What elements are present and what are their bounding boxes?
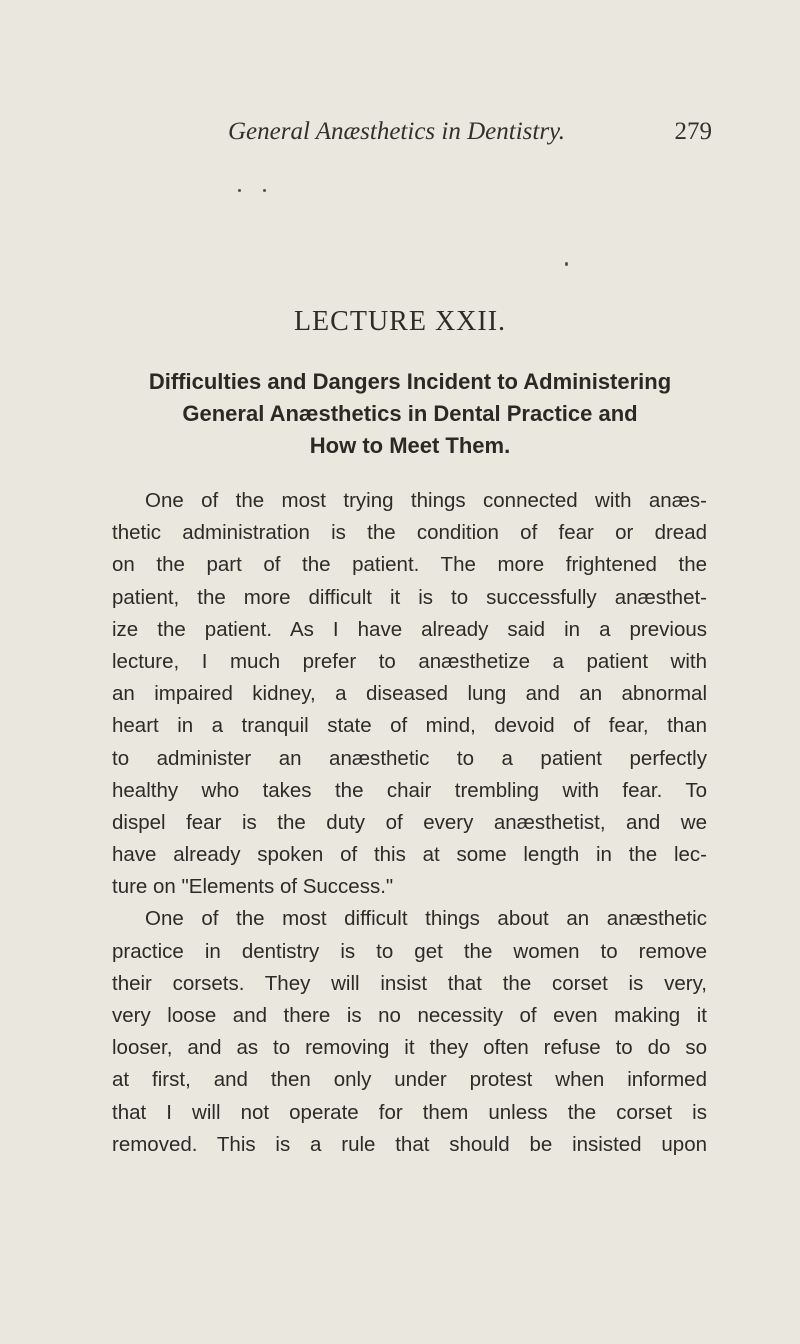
subtitle-line: General Anæsthetics in Dental Practice and — [182, 401, 638, 426]
body-text — [112, 485, 707, 1161]
text-line: have already spoken of this at some length in the lec- — [112, 843, 707, 867]
text-line: One of the most trying things connected with anæs- — [145, 489, 707, 512]
running-head — [228, 118, 712, 154]
paragraph — [112, 485, 707, 903]
text-line: thetic administration is the condition of fear or dread — [112, 521, 707, 545]
print-speck — [238, 189, 241, 192]
text-line: looser, and as to removing it they often refuse to do so — [112, 1036, 707, 1060]
paragraph — [112, 903, 707, 1161]
running-head-title: General Anæsthetics in Dentistry. — [228, 118, 566, 145]
text-line: practice in dentistry is to get the women to remove — [112, 939, 707, 963]
text-line: their corsets. They will insist that the corset is very, — [112, 971, 707, 995]
text-line: to administer an anæsthetic to a patient perfectly — [112, 746, 707, 770]
text-line: lecture, I much prefer to anæsthetize a patient with — [112, 649, 707, 673]
text-line: removed. This is a rule that should be insisted upon — [112, 1132, 707, 1156]
page-number: 279 — [674, 118, 712, 145]
text-line: One of the most difficult things about an anæsthetic — [145, 907, 707, 931]
text-line: ture on "Elements of Success." — [112, 875, 394, 899]
text-line: at first, and then only under protest when informed — [112, 1068, 707, 1092]
text-line: on the part of the patient. The more frightened the — [112, 553, 707, 577]
text-line: that I will not operate for them unless the corset is — [112, 1100, 707, 1124]
text-line: patient, the more difficult it is to successfully anæsthet- — [112, 585, 707, 609]
print-speck — [263, 189, 266, 192]
lecture-subtitle — [110, 366, 710, 462]
subtitle-line: Difficulties and Dangers Incident to Administering — [148, 369, 672, 394]
text-line: ize the patient. As I have already said in a previous — [112, 617, 707, 641]
lecture-heading: LECTURE XXII. — [293, 306, 507, 337]
subtitle-line: How to Meet Them. — [309, 433, 511, 458]
text-line: heart in a tranquil state of mind, devoid of fear, than — [112, 714, 707, 738]
text-line: dispel fear is the duty of every anæsthetist, and we — [112, 810, 707, 834]
print-speck — [565, 262, 568, 266]
text-line: very loose and there is no necessity of even making it — [112, 1004, 707, 1027]
text-line: an impaired kidney, a diseased lung and an abnormal — [112, 682, 707, 706]
text-line: healthy who takes the chair trembling with fear. To — [112, 778, 707, 802]
